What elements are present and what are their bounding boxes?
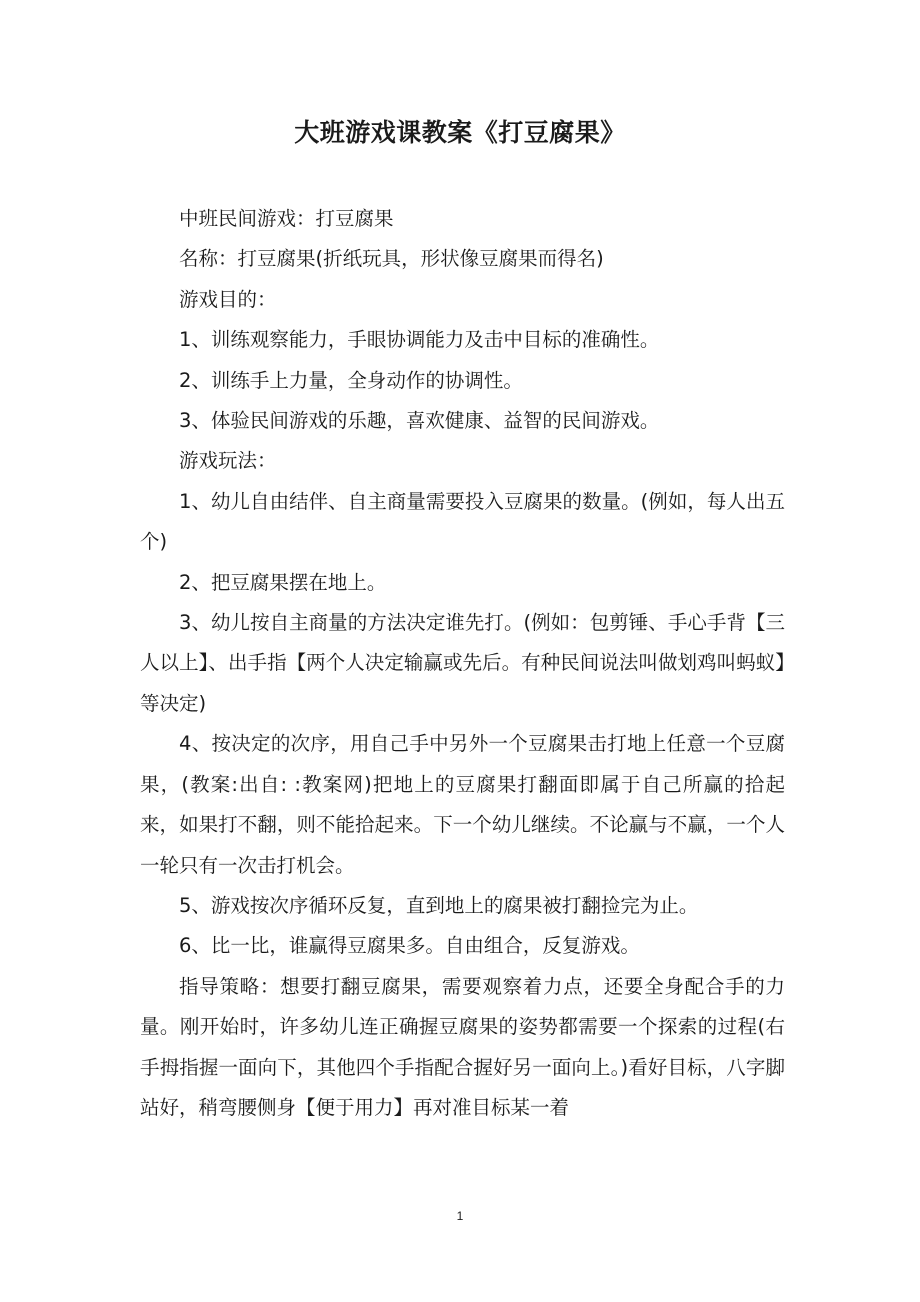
paragraph-rule-2: 2、把豆腐果摆在地上。 — [179, 570, 387, 594]
paragraph-goal-3: 3、体验民间游戏的乐趣，喜欢健康、益智的民间游戏。 — [179, 409, 660, 433]
paragraph-rule-4: 4、按决定的次序，用自己手中另外一个豆腐果击打地上任意一个豆腐果，(教案:出自: :教案网)把地上的豆腐果打翻面即属于自己所赢的拾起来，如果打不翻，则不能拾起来。下一个幼儿继续。不论赢与不赢，一个人一轮只有一次击打机会。 — [140, 732, 785, 877]
paragraph-rule-3: 3、幼儿按自主商量的方法决定谁先打。(例如：包剪锤、手心手背【三人以上】、出手指【两个人决定输赢或先后。有种民间说法叫做划鸡叫蚂蚁】等决定) — [140, 611, 785, 715]
document-body — [140, 199, 785, 1128]
paragraph-goal-2: 2、训练手上力量，全身动作的协调性。 — [179, 368, 523, 392]
page-number: 1 — [456, 1209, 464, 1223]
paragraph-rule-1: 1、幼儿自由结伴、自主商量需要投入豆腐果的数量。(例如，每人出五个) — [140, 489, 785, 554]
document-title: 大班游戏课教案《打豆腐果》 — [294, 118, 626, 147]
paragraph-guidance: 指导策略：想要打翻豆腐果，需要观察着力点，还要全身配合手的力量。刚开始时，许多幼儿连正确握豆腐果的姿势都需要一个探索的过程(右手拇指握一面向下，其他四个手指配合握好另一面向上。)看好目标，八字脚站好，稍弯腰侧身【便于用力】再对准目标某一着 — [140, 974, 785, 1119]
paragraph-rule-6: 6、比一比，谁赢得豆腐果多。自由组合，反复游戏。 — [179, 934, 640, 958]
paragraph-rules-heading: 游戏玩法： — [179, 449, 277, 473]
paragraph-goals-heading: 游戏目的： — [179, 287, 277, 311]
paragraph-goal-1: 1、训练观察能力，手眼协调能力及击中目标的准确性。 — [179, 328, 660, 352]
paragraph-subtitle: 中班民间游戏：打豆腐果 — [179, 207, 394, 230]
paragraph-name: 名称：打豆腐果(折纸玩具，形状像豆腐果而得名) — [179, 247, 604, 271]
paragraph-rule-5: 5、游戏按次序循环反复，直到地上的腐果被打翻捡完为止。 — [179, 893, 699, 917]
